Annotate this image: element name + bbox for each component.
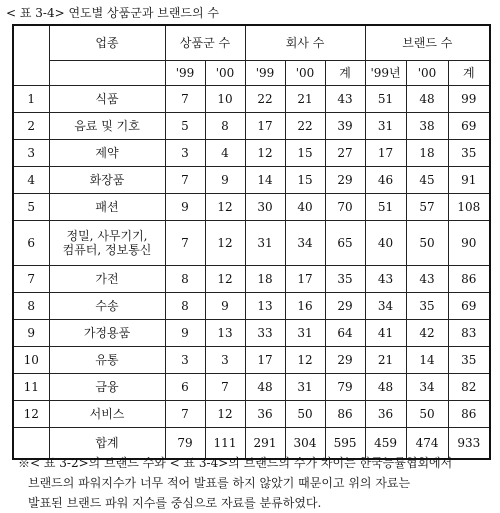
value-cell: 9	[205, 167, 245, 194]
total-cell: 459	[365, 428, 406, 460]
value-cell: 40	[365, 221, 406, 266]
value-cell: 50	[406, 221, 448, 266]
value-cell: 22	[285, 113, 325, 140]
header-sub: '99년	[365, 61, 406, 86]
value-cell: 21	[285, 86, 325, 113]
table-row	[13, 194, 490, 221]
header-sub: '00	[285, 61, 325, 86]
value-cell: 8	[205, 113, 245, 140]
header-row-main	[13, 25, 490, 61]
value-cell: 16	[285, 293, 325, 320]
value-cell: 51	[365, 86, 406, 113]
value-cell: 15	[285, 167, 325, 194]
row-number: 9	[13, 320, 49, 347]
table-row	[13, 374, 490, 401]
row-number: 8	[13, 293, 49, 320]
value-cell: 27	[325, 140, 365, 167]
value-cell: 12	[245, 140, 285, 167]
value-cell: 38	[406, 113, 448, 140]
value-cell: 9	[205, 293, 245, 320]
value-cell: 35	[448, 140, 490, 167]
brand-count-table	[12, 24, 491, 460]
table-row	[13, 221, 490, 266]
table-row	[13, 320, 490, 347]
value-cell: 82	[448, 374, 490, 401]
value-cell: 7	[165, 167, 205, 194]
header-sub: '00	[406, 61, 448, 86]
value-cell: 42	[406, 320, 448, 347]
row-number: 4	[13, 167, 49, 194]
header-sub: 계	[325, 61, 365, 86]
industry-name: 정밀, 사무기기, 컴퓨터, 정보통신	[49, 221, 165, 266]
value-cell: 50	[285, 401, 325, 428]
row-number: 3	[13, 140, 49, 167]
value-cell: 64	[325, 320, 365, 347]
value-cell: 29	[325, 347, 365, 374]
table-row	[13, 401, 490, 428]
row-number: 12	[13, 401, 49, 428]
row-number: 11	[13, 374, 49, 401]
value-cell: 35	[406, 293, 448, 320]
value-cell: 8	[165, 266, 205, 293]
value-cell: 3	[165, 347, 205, 374]
table-row	[13, 293, 490, 320]
value-cell: 40	[285, 194, 325, 221]
industry-name: 화장품	[49, 167, 165, 194]
total-cell: 474	[406, 428, 448, 460]
value-cell: 34	[365, 293, 406, 320]
total-cell: 111	[205, 428, 245, 460]
industry-name: 식품	[49, 86, 165, 113]
header-sub: '99	[245, 61, 285, 86]
value-cell: 70	[325, 194, 365, 221]
value-cell: 17	[365, 140, 406, 167]
value-cell: 30	[245, 194, 285, 221]
row-number: 2	[13, 113, 49, 140]
value-cell: 31	[285, 320, 325, 347]
value-cell: 12	[285, 347, 325, 374]
value-cell: 43	[325, 86, 365, 113]
value-cell: 12	[205, 194, 245, 221]
table-row	[13, 113, 490, 140]
value-cell: 9	[165, 320, 205, 347]
value-cell: 31	[245, 221, 285, 266]
value-cell: 69	[448, 113, 490, 140]
value-cell: 7	[165, 86, 205, 113]
value-cell: 35	[325, 266, 365, 293]
header-row-sub	[13, 61, 490, 86]
value-cell: 29	[325, 167, 365, 194]
value-cell: 99	[448, 86, 490, 113]
row-number: 7	[13, 266, 49, 293]
value-cell: 17	[245, 347, 285, 374]
value-cell: 57	[406, 194, 448, 221]
value-cell: 7	[205, 374, 245, 401]
header-sub: '00	[205, 61, 245, 86]
industry-name: 가전	[49, 266, 165, 293]
value-cell: 69	[448, 293, 490, 320]
value-cell: 31	[365, 113, 406, 140]
value-cell: 7	[165, 401, 205, 428]
total-label: 합계	[49, 428, 165, 460]
total-cell: 291	[245, 428, 285, 460]
table-caption: < 표 3-4> 연도별 상품군과 브랜드의 수	[6, 6, 220, 20]
value-cell: 34	[285, 221, 325, 266]
total-cell: 933	[448, 428, 490, 460]
value-cell: 29	[325, 293, 365, 320]
value-cell: 90	[448, 221, 490, 266]
industry-name: 가정용품	[49, 320, 165, 347]
table-row	[13, 140, 490, 167]
value-cell: 79	[325, 374, 365, 401]
header-industry-blank	[49, 61, 165, 86]
table-body	[13, 86, 490, 428]
footnote-line: ※< 표 3-2>의 브랜드 수와 < 표 3-4>의 브랜드의 수가 차이는 한국능률협회에서	[18, 456, 453, 470]
table-row	[13, 347, 490, 374]
value-cell: 43	[406, 266, 448, 293]
value-cell: 48	[245, 374, 285, 401]
header-no-cell	[13, 25, 49, 86]
value-cell: 12	[205, 221, 245, 266]
value-cell: 34	[406, 374, 448, 401]
value-cell: 10	[205, 86, 245, 113]
industry-name: 유통	[49, 347, 165, 374]
row-number: 6	[13, 221, 49, 266]
value-cell: 3	[205, 347, 245, 374]
value-cell: 83	[448, 320, 490, 347]
value-cell: 36	[365, 401, 406, 428]
value-cell: 86	[325, 401, 365, 428]
industry-name: 금융	[49, 374, 165, 401]
value-cell: 33	[245, 320, 285, 347]
value-cell: 86	[448, 401, 490, 428]
header-sub: '99	[165, 61, 205, 86]
table-row	[13, 86, 490, 113]
industry-name: 서비스	[49, 401, 165, 428]
value-cell: 3	[165, 140, 205, 167]
value-cell: 14	[245, 167, 285, 194]
value-cell: 51	[365, 194, 406, 221]
value-cell: 39	[325, 113, 365, 140]
value-cell: 46	[365, 167, 406, 194]
value-cell: 35	[448, 347, 490, 374]
header-brand-count: 브랜드 수	[365, 25, 490, 61]
value-cell: 6	[165, 374, 205, 401]
row-number: 10	[13, 347, 49, 374]
value-cell: 13	[245, 293, 285, 320]
header-industry: 업종	[49, 25, 165, 61]
value-cell: 65	[325, 221, 365, 266]
value-cell: 4	[205, 140, 245, 167]
value-cell: 48	[406, 86, 448, 113]
value-cell: 5	[165, 113, 205, 140]
value-cell: 15	[285, 140, 325, 167]
table-row	[13, 167, 490, 194]
value-cell: 17	[285, 266, 325, 293]
row-number: 1	[13, 86, 49, 113]
value-cell: 91	[448, 167, 490, 194]
value-cell: 12	[205, 401, 245, 428]
industry-name: 음료 및 기호	[49, 113, 165, 140]
value-cell: 7	[165, 221, 205, 266]
footnote-line: 브랜드의 파워지수가 너무 적어 발표를 하지 않았기 때문이고 위의 자료는	[28, 476, 411, 490]
value-cell: 108	[448, 194, 490, 221]
value-cell: 9	[165, 194, 205, 221]
footnote-line: 발표된 브랜드 파워 지수를 중심으로 자료를 분류하였다.	[28, 496, 322, 510]
value-cell: 12	[205, 266, 245, 293]
value-cell: 31	[285, 374, 325, 401]
value-cell: 45	[406, 167, 448, 194]
value-cell: 36	[245, 401, 285, 428]
value-cell: 18	[245, 266, 285, 293]
value-cell: 18	[406, 140, 448, 167]
value-cell: 8	[165, 293, 205, 320]
table-row	[13, 266, 490, 293]
row-number: 5	[13, 194, 49, 221]
header-company-count: 회사 수	[245, 25, 365, 61]
value-cell: 50	[406, 401, 448, 428]
footnote	[18, 453, 488, 513]
header-sub: 계	[448, 61, 490, 86]
value-cell: 86	[448, 266, 490, 293]
value-cell: 13	[205, 320, 245, 347]
value-cell: 43	[365, 266, 406, 293]
total-cell: 304	[285, 428, 325, 460]
header-product-count: 상품군 수	[165, 25, 245, 61]
value-cell: 21	[365, 347, 406, 374]
industry-name: 수송	[49, 293, 165, 320]
value-cell: 17	[245, 113, 285, 140]
industry-name: 제약	[49, 140, 165, 167]
total-cell: 79	[165, 428, 205, 460]
value-cell: 48	[365, 374, 406, 401]
value-cell: 22	[245, 86, 285, 113]
industry-name: 패션	[49, 194, 165, 221]
value-cell: 41	[365, 320, 406, 347]
total-cell: 595	[325, 428, 365, 460]
value-cell: 14	[406, 347, 448, 374]
